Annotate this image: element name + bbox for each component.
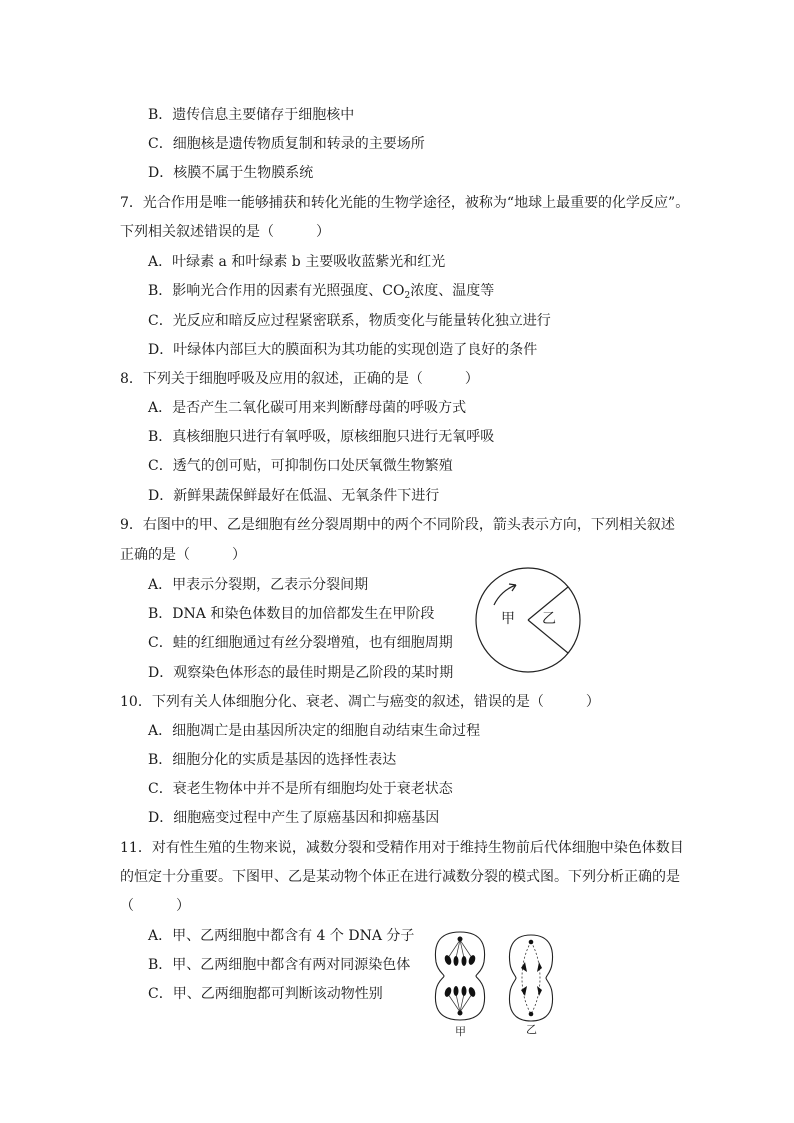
q10-option-d: D．细胞癌变过程中产生了原癌基因和抑癌基因 [148,810,440,826]
q9-option-b: B．DNA 和染色体数目的加倍都发生在甲阶段 [148,606,435,622]
q8-option-b: B．真核细胞只进行有氧呼吸，原核细胞只进行无氧呼吸 [148,429,495,445]
meiosis-cell-yi-diagram [505,932,557,1024]
q7-stem-line2: 下列相关叙述错误的是（ ） [120,224,330,240]
q7-option-a: A．叶绿素 a 和叶绿素 b 主要吸收蓝紫光和红光 [148,254,446,270]
spindle-fibers [522,942,540,1014]
q11-stem-line3: （ ） [120,898,190,914]
q7-option-b-sub: 2 [404,291,411,301]
cell-membrane [509,935,552,1021]
q6-option-b: B．遗传信息主要储存于细胞核中 [148,107,355,123]
q8-stem: 8．下列关于细胞呼吸及应用的叙述，正确的是（ ） [120,371,479,387]
q7-option-b-pre: B．影响光合作用的因素有光照强度、CO [148,283,405,299]
q10-stem: 10．下列有关人体细胞分化、衰老、凋亡与癌变的叙述，错误的是（ ） [120,694,600,710]
meiosis-cell-jia-figure [430,928,490,1038]
meiosis-cell-yi-figure [505,932,557,1038]
q10-option-b: B．细胞分化的实质是基因的选择性表达 [148,752,397,768]
q10-option-c: C．衰老生物体中并不是所有细胞均处于衰老状态 [148,781,453,797]
cell-label-yi: 乙 [526,1023,537,1036]
q8-option-a: A．是否产生二氧化碳可用来判断酵母菌的呼吸方式 [148,400,467,416]
q7-option-c: C．光反应和暗反应过程紧密联系，物质变化与能量转化独立进行 [148,313,551,329]
q6-option-d: D．核膜不属于生物膜系统 [148,165,314,181]
q7-option-b [148,281,494,301]
cycle-arrow-arc [494,585,516,605]
cell-membrane [435,932,484,1020]
spindle-fibers [448,940,472,1012]
chromosomes [521,940,542,1017]
phase-label-jia: 甲 [501,611,515,627]
q7-option-b-post: 浓度、温度等 [410,283,495,299]
q11-stem-line1: 11．对有性生殖的生物来说，减数分裂和受精作用对于维持生物前后代体细胞中染色体数目 [120,840,684,856]
q11-option-c: C．甲、乙两细胞都可判断该动物性别 [148,986,383,1002]
meiosis-cell-jia-diagram [430,928,490,1024]
cell-cycle-diagram [472,565,584,675]
q9-option-a: A．甲表示分裂期，乙表示分裂间期 [148,577,369,593]
q9-stem-line2: 正确的是（ ） [120,547,246,563]
cell-label-jia: 甲 [455,1025,466,1038]
chromosomes-upper [443,937,476,967]
cell-cycle-figure [472,565,584,675]
q7-option-d: D．叶绿体内部巨大的膜面积为其功能的实现创造了良好的条件 [148,342,538,358]
q7-stem-line1: 7．光合作用是唯一能够捕获和转化光能的生物学途径，被称为“地球上最重要的化学反应”。 [120,195,690,211]
q9-option-d: D．观察染色体形态的最佳时期是乙阶段的某时期 [148,665,454,681]
q9-stem-line1: 9．右图中的甲、乙是细胞有丝分裂周期中的两个不同阶段，箭头表示方向，下列相关叙述 [120,517,675,533]
q8-option-c: C．透气的创可贴，可抑制伤口处厌氧微生物繁殖 [148,458,453,474]
q11-stem-line2: 的恒定十分重要。下图甲、乙是某动物个体正在进行减数分裂的模式图。下列分析正确的是 [120,869,680,885]
q11-option-a: A．甲、乙两细胞中都含有 4 个 DNA 分子 [148,928,415,944]
chromosomes-lower [443,986,476,1016]
q8-option-d: D．新鲜果蔬保鲜最好在低温、无氧条件下进行 [148,488,440,504]
q10-option-a: A．细胞凋亡是由基因所决定的细胞自动结束生命过程 [148,723,481,739]
phase-label-yi: 乙 [542,611,556,627]
q6-option-c: C．细胞核是遗传物质复制和转录的主要场所 [148,136,425,152]
q9-option-c: C．蛙的红细胞通过有丝分裂增殖，也有细胞周期 [148,635,453,651]
q11-option-b: B．甲、乙两细胞中都含有两对同源染色体 [148,957,411,973]
